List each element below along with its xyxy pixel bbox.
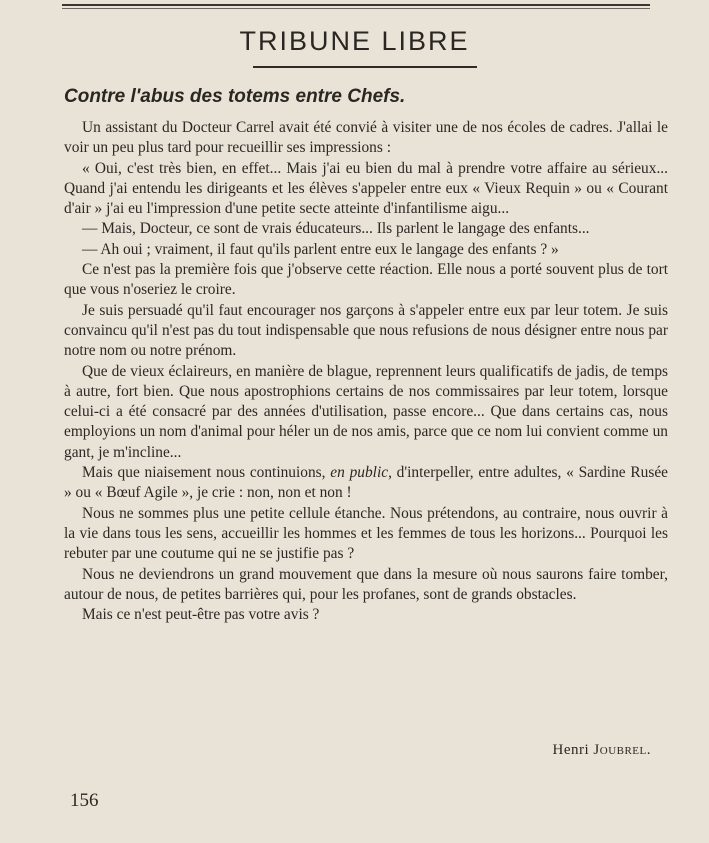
paragraph: Je suis persuadé qu'il faut encourager nos garçons à s'appeler entre eux par leur totem. Je suis convaincu qu'il n'est pas du tout indispensable que nous refusions de nous désigner entre nous par notre nom ou notre prénom. [64, 301, 668, 360]
section-title: TRIBUNE LIBRE [239, 26, 470, 56]
paragraph: Ce n'est pas la première fois que j'observe cette réaction. Elle nous a porté souvent plus de tort que vous n'oseriez le croire. [64, 261, 668, 299]
article-body [64, 118, 668, 625]
paragraph: Que de vieux éclaireurs, en manière de blague, reprennent leurs qualificatifs de jadis, de temps à autre, fort bien. Que nous apostrophions certains de nos commissaires par leur totem, lorsque celui-ci a été consacré par des années d'utilisation, passe encore... Que dans certains cas, nous employions un nom d'animal pour héler un de nos amis, parce que ce nom lui convient comme un gant, je m'incline... [64, 362, 668, 461]
paragraph-mais-before: Mais que niaisement nous continuions, [82, 464, 331, 482]
paragraph: « Oui, c'est très bien, en effet... Mais j'ai eu bien du mal à prendre votre affaire au sérieux... Quand j'ai entendu les dirigeants et les élèves s'appeler entre eux « Vieux Requin » ou « Courant d'air » j'ai eu l'impression d'une petite secte atteinte d'infantilisme aigu... [64, 159, 668, 218]
paragraph: Nous ne sommes plus une petite cellule étanche. Nous prétendons, au contraire, nous ouvrir à la vie dans tous les sens, accueillir les hommes et les femmes de tous les horizons... Pourquoi les rebuter par une coutume qui ne se justifie pas ? [64, 504, 668, 563]
paragraph-mais-after: , d'interpeller, entre adultes, « Sardine Rusée » ou « Bœuf Agile », je crie : non, non et non ! [64, 464, 668, 502]
title-underline [253, 66, 477, 68]
paragraph: — Mais, Docteur, ce sont de vrais éducateurs... Ils parlent le langage des enfants... [82, 220, 590, 238]
top-rule-thin [62, 8, 650, 9]
author-last-name: Joubrel. [593, 742, 651, 758]
paragraph: Nous ne deviendrons un grand mouvement que dans la mesure où nous saurons faire tomber, autour de nous, de petites barrières qui, pour les profanes, sont de grands obstacles. [64, 565, 668, 603]
emphasis-en-public: en public [330, 464, 389, 482]
paragraph: Mais ce n'est peut-être pas votre avis ? [82, 606, 320, 624]
article-subtitle: Contre l'abus des totems entre Chefs. [64, 86, 406, 107]
page-number: 156 [70, 790, 99, 811]
author-first-name: Henri [552, 742, 590, 758]
paragraph-mais [64, 463, 668, 504]
author-signature [553, 742, 652, 759]
paragraph: Un assistant du Docteur Carrel avait été convié à visiter une de nos écoles de cadres. J'allai le voir un peu plus tard pour recueillir ses impressions : [64, 119, 668, 157]
top-rule [62, 4, 650, 6]
paragraph: — Ah oui ; vraiment, il faut qu'ils parlent entre eux le langage des enfants ? » [82, 240, 559, 258]
